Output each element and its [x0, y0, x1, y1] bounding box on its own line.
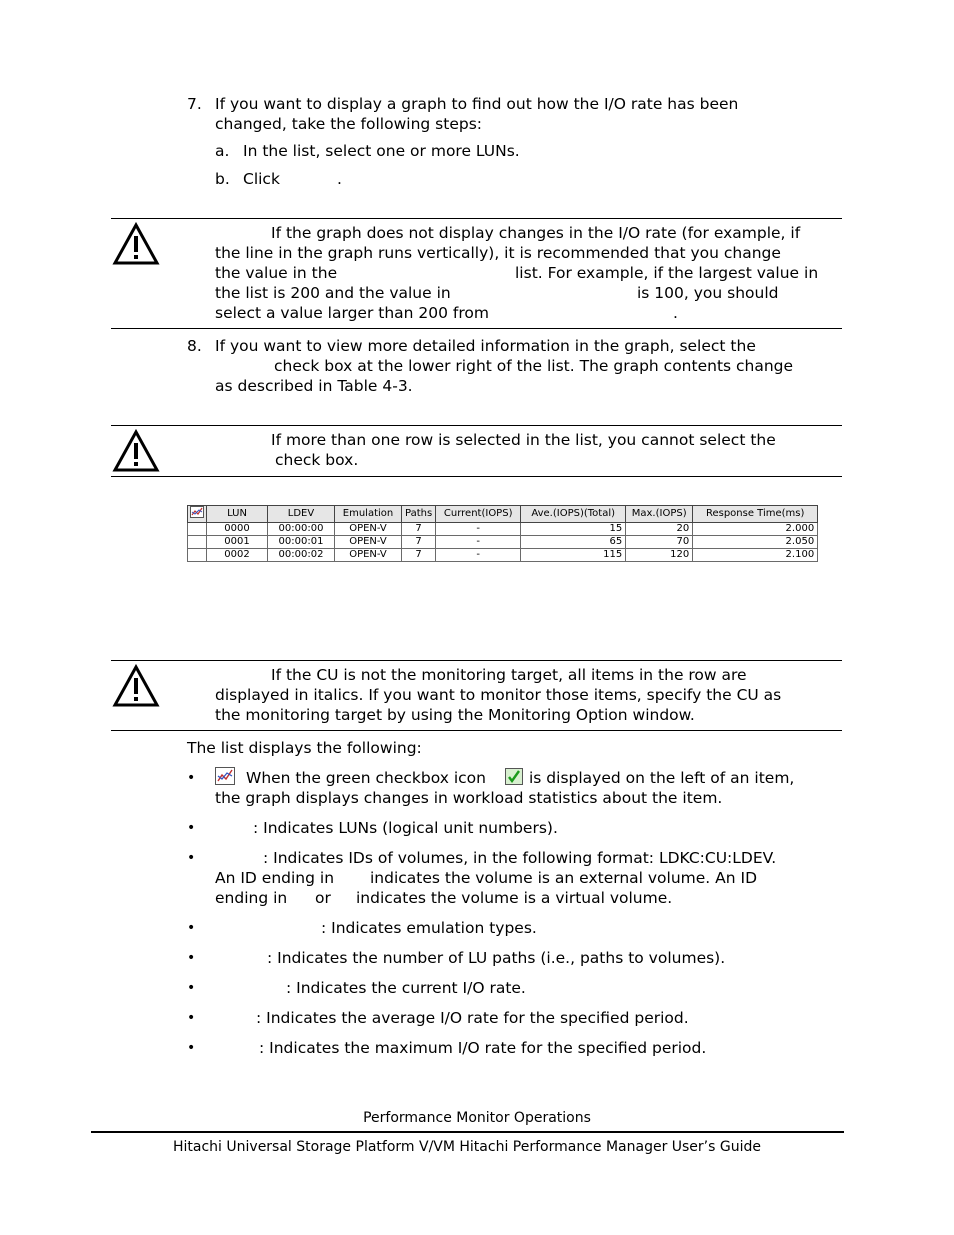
note-1-line1: If the graph does not display changes in the I/O rate (for example, if: [271, 224, 801, 242]
step-8-text-line1: If you want to view more detailed information in the graph, select the: [215, 337, 756, 355]
note-1-line4a: the list is 200 and the value in: [215, 284, 451, 302]
step-8-number: 8.: [187, 337, 202, 355]
cell-response-time: 2.050: [693, 536, 818, 549]
cell-lun: 0001: [207, 536, 268, 549]
bullet-lun-text: : Indicates LUNs (logical unit numbers).: [253, 819, 558, 837]
cell-paths: 7: [402, 549, 436, 562]
bullet-marker: •: [187, 770, 196, 786]
graph-column-header[interactable]: [188, 506, 207, 523]
column-header-emulation[interactable]: Emulation: [335, 506, 402, 523]
cell-ldev: 00:00:01: [268, 536, 335, 549]
cell-lun: 0002: [207, 549, 268, 562]
table-row[interactable]: [188, 536, 818, 549]
bullet-ldev-line3c: indicates the volume is a virtual volume.: [356, 889, 673, 907]
cell-emulation: OPEN-V: [335, 549, 402, 562]
bullet-current-text: : Indicates the current I/O rate.: [286, 979, 526, 997]
cell-ave-iops: 15: [521, 523, 626, 536]
note-1-top-rule: [111, 218, 842, 219]
bullet-ldev-line3a: ending in: [215, 889, 288, 907]
column-header-response-time[interactable]: Response Time(ms): [693, 506, 818, 523]
substep-b-text: Click: [243, 170, 280, 188]
column-header-max-iops[interactable]: Max.(IOPS): [626, 506, 693, 523]
bullet-1-line2: the graph displays changes in workload statistics about the item.: [215, 789, 723, 807]
bullet-marker: •: [187, 920, 196, 936]
graph-checkbox-icon[interactable]: [190, 506, 204, 518]
cell-paths: 7: [402, 536, 436, 549]
footer-section-title: Performance Monitor Operations: [363, 1110, 591, 1126]
bullet-paths-text: : Indicates the number of LU paths (i.e., paths to volumes).: [267, 949, 726, 967]
note-3-line1: If the CU is not the monitoring target, all items in the row are: [271, 666, 747, 684]
bullet-emulation-text: : Indicates emulation types.: [321, 919, 537, 937]
green-checkbox-icon: [505, 768, 523, 785]
warning-icon: [112, 222, 160, 266]
bullet-max-text: : Indicates the maximum I/O rate for the specified period.: [259, 1039, 707, 1057]
note-1-line2: the line in the graph runs vertically), it is recommended that you change: [215, 244, 781, 262]
row-graph-cell[interactable]: [188, 523, 207, 536]
substep-a-text: In the list, select one or more LUNs.: [243, 142, 520, 160]
cell-ave-iops: 115: [521, 549, 626, 562]
row-graph-cell[interactable]: [188, 549, 207, 562]
bullet-ldev-line1: : Indicates IDs of volumes, in the following format: LDKC:CU:LDEV.: [263, 849, 777, 867]
cell-max-iops: 70: [626, 536, 693, 549]
cell-ldev: 00:00:00: [268, 523, 335, 536]
column-header-lun[interactable]: LUN: [207, 506, 268, 523]
list-intro: The list displays the following:: [187, 739, 422, 757]
step-8-text-line2: check box at the lower right of the list. The graph contents change: [274, 357, 794, 375]
table-row[interactable]: [188, 523, 818, 536]
cell-paths: 7: [402, 523, 436, 536]
bullet-1-part1: When the green checkbox icon: [246, 769, 486, 787]
footer-rule: [91, 1131, 844, 1133]
bullet-marker: •: [187, 980, 196, 996]
step-7-text-line1: If you want to display a graph to find out how the I/O rate has been: [215, 95, 739, 113]
warning-icon: [112, 664, 160, 708]
cell-current-iops: -: [436, 523, 521, 536]
cell-response-time: 2.100: [693, 549, 818, 562]
step-8-text-line3: as described in Table 4-3.: [215, 377, 413, 395]
column-header-current-iops[interactable]: Current(IOPS): [436, 506, 521, 523]
note-3-bottom-rule: [111, 730, 842, 731]
column-header-ave-iops[interactable]: Ave.(IOPS)(Total): [521, 506, 626, 523]
warning-icon: [112, 429, 160, 473]
bullet-marker: •: [187, 1040, 196, 1056]
cell-max-iops: 20: [626, 523, 693, 536]
table-row[interactable]: [188, 549, 818, 562]
substep-b-period: .: [337, 170, 342, 188]
note-1-line5a: select a value larger than 200 from: [215, 304, 489, 322]
cell-current-iops: -: [436, 536, 521, 549]
note-2-top-rule: [111, 425, 842, 426]
bullet-ldev-line2a: An ID ending in: [215, 869, 335, 887]
bullet-marker: •: [187, 950, 196, 966]
bullet-marker: •: [187, 1010, 196, 1026]
note-2-bottom-rule: [111, 476, 842, 477]
note-3-top-rule: [111, 660, 842, 661]
step-7-text-line2: changed, take the following steps:: [215, 115, 482, 133]
cell-lun: 0000: [207, 523, 268, 536]
cell-emulation: OPEN-V: [335, 523, 402, 536]
lun-list-table: [187, 505, 818, 562]
note-2-line2: check box.: [275, 451, 359, 469]
bullet-ave-text: : Indicates the average I/O rate for the specified period.: [256, 1009, 689, 1027]
cell-ave-iops: 65: [521, 536, 626, 549]
column-header-ldev[interactable]: LDEV: [268, 506, 335, 523]
bullet-1-part2: is displayed on the left of an item,: [529, 769, 795, 787]
note-1-line4b: is 100, you should: [637, 284, 779, 302]
note-3-line3: the monitoring target by using the Monitoring Option window.: [215, 706, 695, 724]
table-header-row: [188, 506, 818, 523]
cell-max-iops: 120: [626, 549, 693, 562]
note-1-line5b: .: [673, 304, 678, 322]
note-1-line3a: the value in the: [215, 264, 338, 282]
row-graph-cell[interactable]: [188, 536, 207, 549]
note-2-line1: If more than one row is selected in the list, you cannot select the: [271, 431, 776, 449]
note-1-line3b: list. For example, if the largest value in: [515, 264, 819, 282]
column-header-paths[interactable]: Paths: [402, 506, 436, 523]
footer-guide-title: Hitachi Universal Storage Platform V/VM Hitachi Performance Manager User’s Guide: [173, 1139, 761, 1155]
bullet-ldev-line2b: indicates the volume is an external volume. An ID: [370, 869, 758, 887]
bullet-marker: •: [187, 820, 196, 836]
cell-response-time: 2.000: [693, 523, 818, 536]
note-1-bottom-rule: [111, 328, 842, 329]
cell-current-iops: -: [436, 549, 521, 562]
note-3-line2: displayed in italics. If you want to monitor those items, specify the CU as: [215, 686, 782, 704]
step-7-number: 7.: [187, 95, 202, 113]
graph-column-icon: [215, 767, 235, 785]
cell-emulation: OPEN-V: [335, 536, 402, 549]
bullet-marker: •: [187, 850, 196, 866]
bullet-ldev-line3b: or: [315, 889, 331, 907]
cell-ldev: 00:00:02: [268, 549, 335, 562]
substep-a-marker: a.: [215, 142, 230, 160]
substep-b-marker: b.: [215, 170, 230, 188]
